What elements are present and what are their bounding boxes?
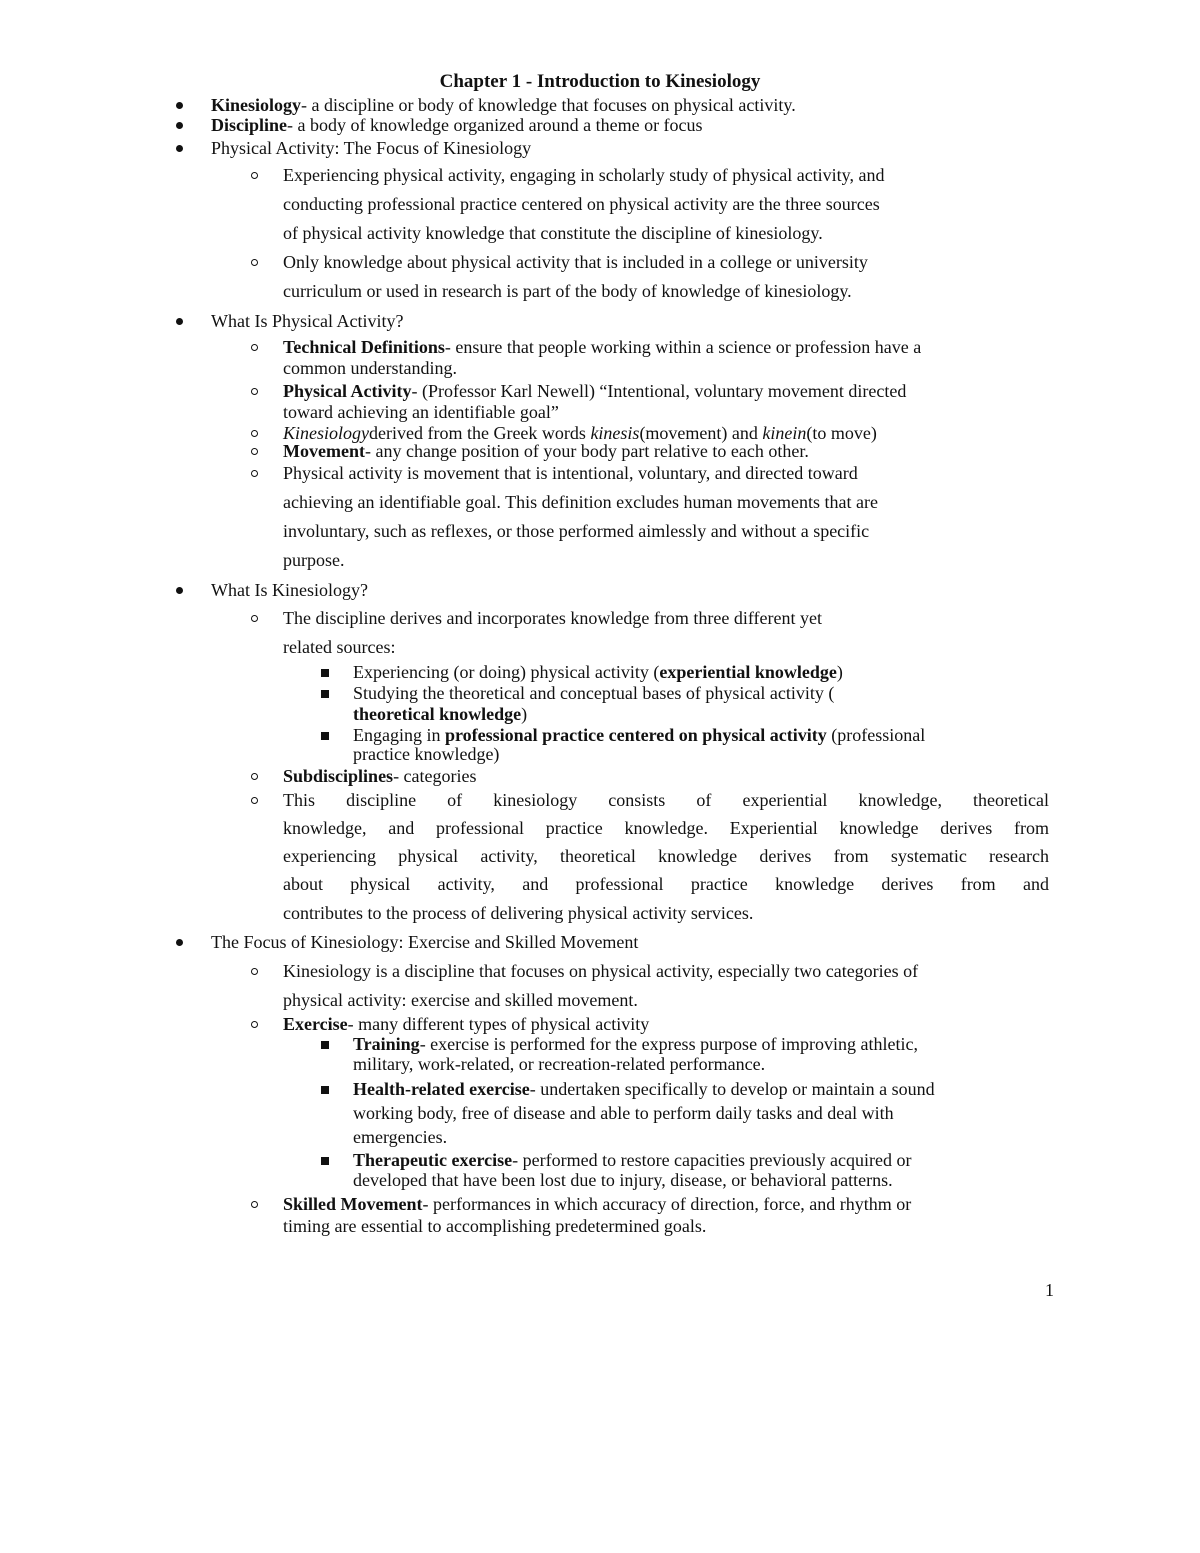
definition-discipline: Discipline- a body of knowledge organized around a theme or focus [211, 115, 703, 135]
text-line: toward achieving an identifiable goal” [283, 402, 559, 422]
bullet-square [315, 682, 335, 704]
text-line: developed that have been lost due to injury, disease, or behavioral patterns. [353, 1170, 893, 1190]
text-line: experiencing physical activity, theoretical knowledge derives from systematic research [283, 846, 1049, 866]
bullet-circle [244, 164, 264, 186]
definition-technical: Technical Definitions- ensure that people working within a science or profession have a [283, 337, 922, 357]
bullet-dot [169, 931, 189, 953]
text-line: achieving an identifiable goal. This definition excludes human movements that are [283, 492, 878, 512]
heading-pa-focus: Physical Activity: The Focus of Kinesiology [211, 138, 532, 158]
bullet-dot [169, 94, 189, 116]
text-line: military, work-related, or recreation-related performance. [353, 1054, 766, 1074]
definition-training: Training- exercise is performed for the express purpose of improving athletic, [353, 1034, 919, 1054]
source-professional: Engaging in professional practice centered on physical activity (professional [353, 725, 926, 745]
text-line: This discipline of kinesiology consists of experiential knowledge, theoretical [283, 790, 1049, 810]
heading-what-is-kinesiology: What Is Kinesiology? [211, 580, 368, 600]
heading-focus: The Focus of Kinesiology: Exercise and Skilled Movement [211, 932, 639, 952]
definition-movement: Movement- any change position of your body part relative to each other. [283, 441, 809, 461]
bullet-square [315, 1033, 335, 1055]
definition-health-related: Health-related exercise- undertaken specifically to develop or maintain a sound [353, 1079, 935, 1099]
text-line: purpose. [283, 550, 345, 570]
text-line: Only knowledge about physical activity that is included in a college or university [283, 252, 868, 272]
text-line: conducting professional practice centered on physical activity are the three sources [283, 194, 880, 214]
bullet-square [315, 661, 335, 683]
text-line: of physical activity knowledge that constitute the discipline of kinesiology. [283, 223, 823, 243]
bullet-circle [244, 462, 264, 484]
definition-kinesiology: Kinesiology- a discipline or body of knowledge that focuses on physical activity. [211, 95, 796, 115]
bullet-square [315, 724, 335, 746]
bullet-dot [169, 579, 189, 601]
text-line: timing are essential to accomplishing predetermined goals. [283, 1216, 707, 1236]
definition-exercise: Exercise- many different types of physical activity [283, 1014, 650, 1034]
source-experiential: Experiencing (or doing) physical activity (experiential knowledge) [353, 662, 843, 682]
etymology-line: Kinesiologyderived from the Greek words kinesis(movement) and kinein(to move) [283, 423, 877, 443]
text-line: Physical activity is movement that is intentional, voluntary, and directed toward [283, 463, 858, 483]
text-line: working body, free of disease and able to perform daily tasks and deal with [353, 1103, 894, 1123]
text-line: about physical activity, and professional practice knowledge derives from and [283, 874, 1049, 894]
definition-physical-activity: Physical Activity- (Professor Karl Newell) “Intentional, voluntary movement directed [283, 381, 907, 401]
page-number: 1 [1045, 1280, 1054, 1300]
bullet-circle [244, 336, 264, 358]
bullet-circle [244, 960, 264, 982]
text-line: contributes to the process of delivering physical activity services. [283, 903, 754, 923]
text-line: The discipline derives and incorporates knowledge from three different yet [283, 608, 822, 628]
text-line: emergencies. [353, 1127, 448, 1147]
text-line: knowledge, and professional practice knowledge. Experiential knowledge derives from [283, 818, 1049, 838]
definition-therapeutic: Therapeutic exercise- performed to restore capacities previously acquired or [353, 1150, 912, 1170]
definition-skilled-movement: Skilled Movement- performances in which accuracy of direction, force, and rhythm or [283, 1194, 912, 1214]
bullet-dot [169, 310, 189, 332]
page-title: Chapter 1 - Introduction to Kinesiology [439, 71, 761, 92]
text-line: practice knowledge) [353, 744, 500, 764]
text-line: curriculum or used in research is part of the body of knowledge of kinesiology. [283, 281, 852, 301]
text-line: Kinesiology is a discipline that focuses on physical activity, especially two categories of [283, 961, 919, 981]
text-line: related sources: [283, 637, 396, 657]
text-line: involuntary, such as reflexes, or those performed aimlessly and without a specific [283, 521, 870, 541]
bullet-circle [244, 1193, 264, 1215]
bullet-circle [244, 251, 264, 273]
text-line: Experiencing physical activity, engaging in scholarly study of physical activity, and [283, 165, 885, 185]
heading-what-is-pa: What Is Physical Activity? [211, 311, 404, 331]
bullet-square [315, 1078, 335, 1100]
definition-subdisciplines: Subdisciplines- categories [283, 766, 477, 786]
bullet-dot [169, 114, 189, 136]
bullet-square [315, 1149, 335, 1171]
source-theoretical: Studying the theoretical and conceptual bases of physical activity ( [353, 683, 835, 703]
bullet-circle [244, 1013, 264, 1035]
text-line: physical activity: exercise and skilled movement. [283, 990, 638, 1010]
bullet-circle [244, 440, 264, 462]
bullet-circle [244, 607, 264, 629]
bullet-dot [169, 137, 189, 159]
bullet-circle [244, 789, 264, 811]
text-line: theoretical knowledge) [353, 704, 528, 724]
bullet-circle [244, 380, 264, 402]
text-line: common understanding. [283, 358, 457, 378]
bullet-circle [244, 765, 264, 787]
